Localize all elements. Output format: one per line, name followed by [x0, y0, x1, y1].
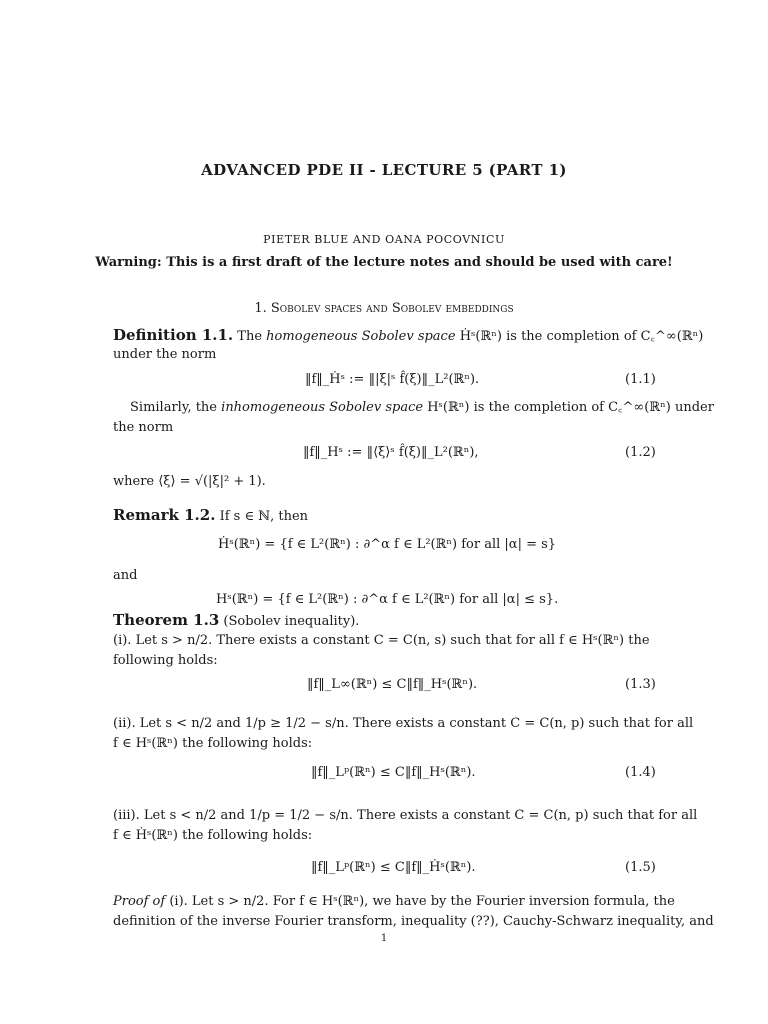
definition-line-1-rest: Ḣˢ(ℝⁿ) is the completion of C꜀^∞(ℝⁿ)	[459, 329, 704, 344]
equation-1-3: ‖f‖_L∞(ℝⁿ) ≤ C‖f‖_Hˢ(ℝⁿ).	[307, 677, 478, 692]
page-number: 1	[380, 933, 388, 944]
remark-equation-homogeneous: Ḣˢ(ℝⁿ) = {f ∈ L²(ℝⁿ) : ∂^α f ∈ L²(ℝⁿ) for all |α| = s}	[218, 537, 557, 552]
proof-line-2: definition of the inverse Fourier transform, inequality (??), Cauchy-Schwarz inequality, and	[113, 914, 714, 929]
proof-line-1	[113, 893, 675, 911]
theorem-part-1-line-2: following holds:	[113, 653, 218, 668]
equation-1-4-number: (1.4)	[625, 765, 656, 780]
equation-1-2-number: (1.2)	[625, 445, 656, 460]
equation-1-1: ‖f‖_Ḣˢ := ‖|ξ|ˢ f̂(ξ)‖_L²(ℝⁿ).	[305, 372, 480, 387]
definition-intro: The	[237, 329, 263, 344]
definition-label: Definition 1.1.	[113, 326, 234, 344]
similarly-rest: Hˢ(ℝⁿ) is the completion of C꜀^∞(ℝⁿ) under	[427, 400, 714, 415]
theorem-part-1-line-1: (i). Let s > n/2. There exists a constant C = C(n, s) such that for all f ∈ Hˢ(ℝⁿ) the	[113, 633, 650, 648]
theorem-part-2-line-1: (ii). Let s < n/2 and 1/p ≥ 1/2 − s/n. There exists a constant C = C(n, p) such that for all	[113, 716, 694, 731]
equation-1-2: ‖f‖_Hˢ := ‖⟨ξ⟩ˢ f̂(ξ)‖_L²(ℝⁿ),	[303, 445, 479, 460]
similarly-prefix: Similarly, the	[130, 400, 218, 415]
authors: PIETER BLUE AND OANA POCOVNICU	[263, 233, 505, 246]
remark-text: If s ∈ ℕ, then	[219, 509, 309, 524]
remark-equation-inhomogeneous: Hˢ(ℝⁿ) = {f ∈ L²(ℝⁿ) : ∂^α f ∈ L²(ℝⁿ) for all |α| ≤ s}.	[216, 592, 559, 607]
theorem-part-2-line-2: f ∈ Hˢ(ℝⁿ) the following holds:	[113, 736, 313, 751]
equation-1-3-number: (1.3)	[625, 677, 656, 692]
equation-1-5-number: (1.5)	[625, 860, 656, 875]
bracket-definition: where ⟨ξ⟩ = √(|ξ|² + 1).	[113, 474, 266, 489]
equation-1-1-number: (1.1)	[625, 372, 656, 387]
equation-1-4: ‖f‖_Lᵖ(ℝⁿ) ≤ C‖f‖_Hˢ(ℝⁿ).	[311, 765, 476, 780]
section-heading: 1. Sobolev spaces and Sobolev embeddings	[254, 301, 514, 316]
definition-line-1	[113, 326, 703, 346]
proof-line-1-rest: (i). Let s > n/2. For f ∈ Hˢ(ℝⁿ), we have by the Fourier inversion formula, the	[169, 894, 675, 909]
similarly-line-2: the norm	[113, 420, 174, 435]
theorem-part-3-line-2: f ∈ Ḣˢ(ℝⁿ) the following holds:	[113, 828, 313, 843]
paper-title: ADVANCED PDE II - LECTURE 5 (PART 1)	[201, 161, 567, 179]
definition-term-homogeneous: homogeneous Sobolev space	[266, 329, 456, 344]
definition-line-2: under the norm	[113, 347, 217, 362]
theorem-name: (Sobolev inequality).	[223, 614, 360, 629]
similarly-line-1	[130, 399, 714, 417]
equation-1-5: ‖f‖_Lᵖ(ℝⁿ) ≤ C‖f‖_Ḣˢ(ℝⁿ).	[311, 860, 476, 875]
warning-note: Warning: This is a first draft of the lecture notes and should be used with care!	[95, 255, 673, 270]
theorem-part-3-line-1: (iii). Let s < n/2 and 1/p = 1/2 − s/n. There exists a constant C = C(n, p) such that for all	[113, 808, 698, 823]
proof-label: Proof of	[113, 894, 166, 909]
definition-term-inhomogeneous: inhomogeneous Sobolev space	[221, 400, 424, 415]
theorem-label: Theorem 1.3	[113, 611, 220, 629]
theorem-heading	[113, 611, 359, 631]
remark-and: and	[113, 568, 138, 583]
remark-line	[113, 506, 308, 526]
remark-label: Remark 1.2.	[113, 506, 216, 524]
